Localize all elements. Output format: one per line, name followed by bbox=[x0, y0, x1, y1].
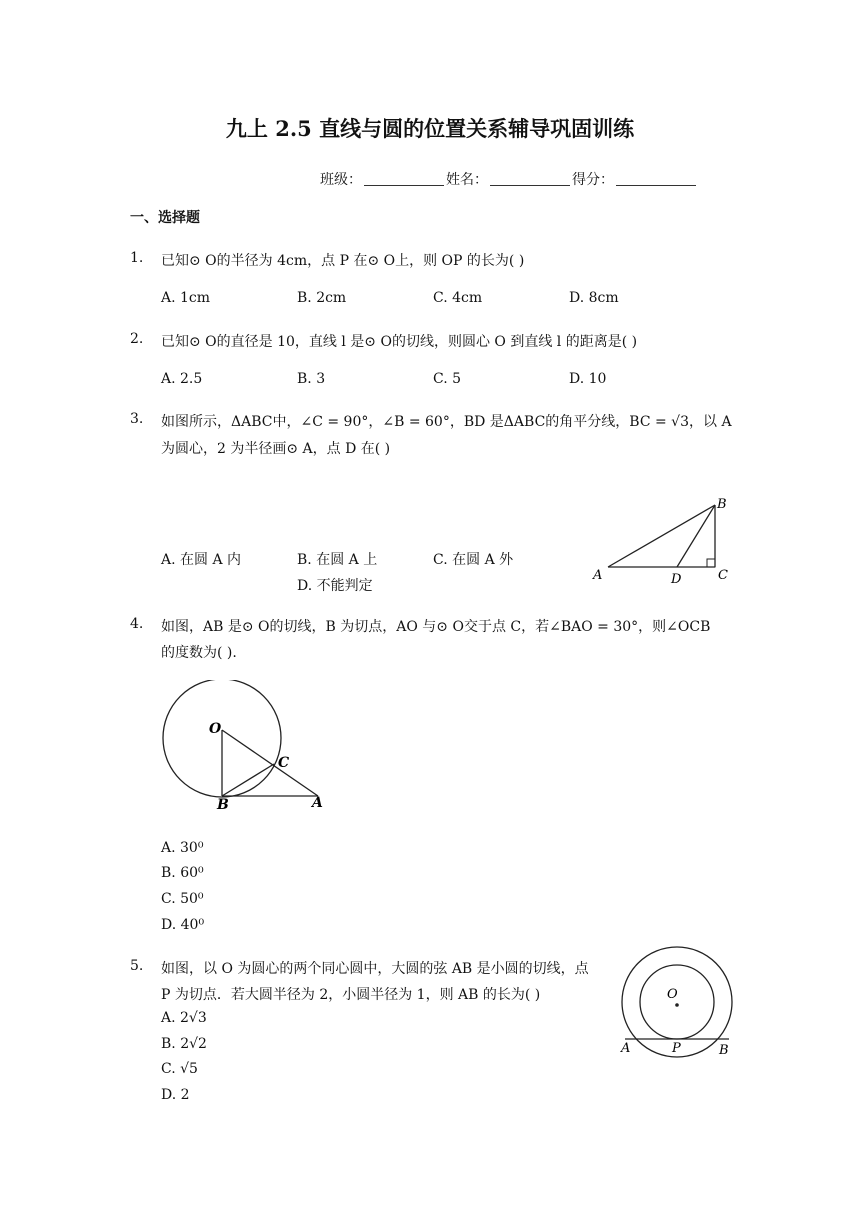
question-1-option-b[interactable]: B. 2cm bbox=[297, 290, 347, 306]
question-1-option-c[interactable]: C. 4cm bbox=[433, 290, 483, 306]
label-c: C bbox=[278, 755, 290, 771]
label-a: A bbox=[312, 795, 323, 811]
question-4-option-a[interactable]: A. 30⁰ bbox=[161, 840, 204, 856]
class-label: 班级： bbox=[320, 172, 362, 188]
question-4-option-d[interactable]: D. 40⁰ bbox=[161, 917, 205, 933]
question-5-option-d[interactable]: D. 2 bbox=[161, 1087, 190, 1103]
segment-bd bbox=[677, 505, 715, 567]
segment-ab bbox=[608, 505, 715, 567]
question-2-number: 2. bbox=[130, 331, 144, 347]
question-4-option-c[interactable]: C. 50⁰ bbox=[161, 891, 204, 907]
question-3-option-c[interactable]: C. 在圆 A 外 bbox=[433, 552, 514, 568]
label-d: D bbox=[671, 572, 682, 585]
question-3-option-b[interactable]: B. 在圆 A 上 bbox=[297, 552, 378, 568]
question-2-option-c[interactable]: C. 5 bbox=[433, 371, 462, 387]
small-circle bbox=[640, 965, 714, 1039]
question-2-option-d[interactable]: D. 10 bbox=[569, 371, 607, 387]
question-3-text-line-2: 为圆心，2 为半径画⊙ A，点 D 在( ) bbox=[161, 441, 391, 457]
label-o: O bbox=[209, 721, 222, 737]
question-5-text-line-2: P 为切点．若大圆半径为 2，小圆半径为 1，则 AB 的长为( ) bbox=[161, 987, 541, 1003]
question-5-option-b[interactable]: B. 2√2 bbox=[161, 1036, 207, 1052]
question-1-number: 1. bbox=[130, 250, 144, 266]
question-3-option-d[interactable]: D. 不能判定 bbox=[297, 578, 373, 594]
label-a: A bbox=[621, 1041, 631, 1056]
question-2-option-a[interactable]: A. 2.5 bbox=[161, 371, 203, 387]
label-c: C bbox=[718, 568, 728, 583]
score-blank[interactable] bbox=[616, 171, 696, 186]
question-3-option-a[interactable]: A. 在圆 A 内 bbox=[161, 552, 242, 568]
label-p: P bbox=[672, 1041, 681, 1056]
question-2-text: 已知⊙ O的直径是 10，直线 l 是⊙ O的切线，则圆心 O 到直线 l 的距离是( ) bbox=[161, 334, 638, 350]
question-4-number: 4. bbox=[130, 616, 144, 632]
question-1-text: 已知⊙ O的半径为 4cm，点 P 在⊙ O上，则 OP 的长为( ) bbox=[161, 253, 525, 269]
question-4-circle-figure bbox=[155, 680, 340, 812]
center-point-o bbox=[675, 1003, 679, 1007]
label-b: B bbox=[217, 797, 229, 812]
question-5-text-line-1: 如图，以 O 为圆心的两个同心圆中，大圆的弦 AB 是小圆的切线，点 bbox=[161, 961, 589, 977]
label-b: B bbox=[717, 497, 727, 512]
header-fields bbox=[320, 169, 698, 189]
question-4-text-line-1: 如图，AB 是⊙ O的切线，B 为切点，AO 与⊙ O交于点 C，若∠BAO = 30°，则∠OCB bbox=[161, 619, 711, 635]
question-5-option-a[interactable]: A. 2√3 bbox=[161, 1010, 207, 1026]
question-1-option-d[interactable]: D. 8cm bbox=[569, 290, 619, 306]
right-angle-mark bbox=[707, 559, 715, 567]
question-3-number: 3. bbox=[130, 411, 144, 427]
question-3-text-line-1: 如图所示，ΔABC中，∠C = 90°，∠B = 60°，BD 是ΔABC的角平分线，BC = √3，以 A bbox=[161, 414, 732, 430]
question-3-triangle-figure bbox=[588, 495, 733, 585]
question-5-number: 5. bbox=[130, 958, 144, 974]
section-title: 一、选择题 bbox=[130, 210, 200, 226]
question-2-option-b[interactable]: B. 3 bbox=[297, 371, 326, 387]
question-5-option-c[interactable]: C. √5 bbox=[161, 1061, 198, 1077]
question-1-option-a[interactable]: A. 1cm bbox=[161, 290, 211, 306]
label-b: B bbox=[719, 1043, 729, 1058]
page-title: 九上 2.5 直线与圆的位置关系辅导巩固训练 bbox=[225, 116, 635, 141]
name-blank[interactable] bbox=[490, 171, 570, 186]
label-o: O bbox=[667, 987, 678, 1002]
score-label: 得分： bbox=[572, 172, 614, 188]
class-blank[interactable] bbox=[364, 171, 444, 186]
name-label: 姓名： bbox=[446, 172, 488, 188]
question-4-text-line-2: 的度数为( ). bbox=[161, 645, 237, 661]
question-5-concentric-circles-figure bbox=[615, 938, 740, 1060]
question-4-option-b[interactable]: B. 60⁰ bbox=[161, 865, 204, 881]
segment-oa bbox=[222, 730, 318, 796]
label-a: A bbox=[593, 568, 603, 583]
